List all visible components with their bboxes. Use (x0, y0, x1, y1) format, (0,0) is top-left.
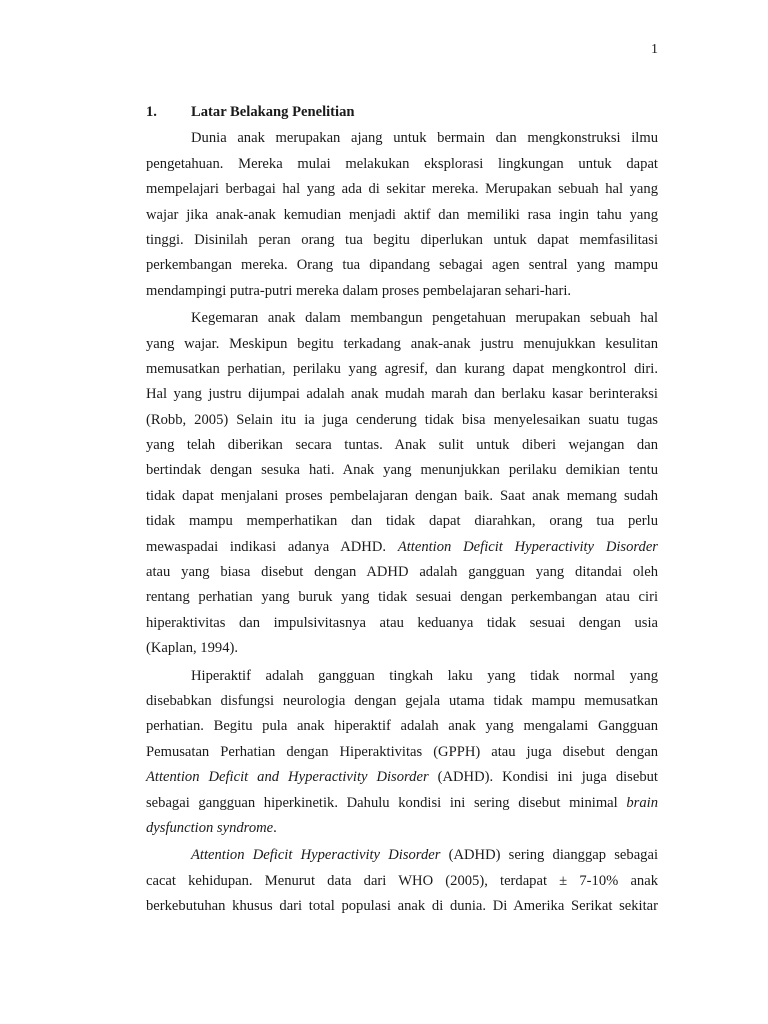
text-line (146, 177, 658, 202)
text-line (146, 509, 658, 534)
text-segment: bertindak dengan sesuka hati. Anak yang menunjukkan perilaku demikian tentu (146, 462, 658, 479)
italic-text: Attention Deficit Hyperactivity Disorder (397, 538, 658, 555)
text-segment: hiperaktivitas dan impulsivitasnya atau keduanya tidak sesuai dengan usia (146, 614, 658, 631)
text-segment: Pemusatan Perhatian dengan Hiperaktivitas (GPPH) atau juga disebut dengan (146, 743, 658, 760)
text-segment: atau yang biasa disebut dengan ADHD adalah gangguan yang ditandai oleh (146, 564, 658, 581)
text-line (146, 279, 658, 304)
text-line (146, 664, 658, 689)
text-line (146, 152, 658, 177)
section-number: 1. (146, 104, 157, 120)
paragraph (146, 843, 658, 919)
text-segment: mempelajari berbagai hal yang ada di sekitar mereka. Merupakan sebuah hal yang (146, 181, 658, 198)
text-segment: wajar jika anak-anak kemudian menjadi aktif dan memiliki rasa ingin tahu yang (146, 206, 658, 223)
paragraph-container (146, 126, 658, 919)
text-segment: tinggi. Disinilah peran orang tua begitu diperlukan untuk dapat memfasilitasi (146, 231, 658, 248)
italic-text: Attention Deficit and Hyperactivity Disorder (146, 769, 429, 786)
text-line (146, 636, 658, 661)
paragraph (146, 664, 658, 842)
text-segment: sebagai gangguan hiperkinetik. Dahulu kondisi ini sering disebut minimal (146, 794, 627, 811)
text-line (146, 740, 658, 765)
text-line (146, 203, 658, 228)
text-segment: mewaspadai indikasi adanya ADHD. (146, 538, 398, 555)
text-segment: cacat kehidupan. Menurut data dari WHO (2005), terdapat ± 7-10% anak (146, 872, 658, 889)
text-line (146, 585, 658, 610)
text-segment: memusatkan perhatian, perilaku yang agresif, dan kurang dapat mengkontrol diri. (146, 360, 658, 377)
text-line (146, 894, 658, 919)
text-line (146, 689, 658, 714)
text-line (146, 408, 658, 433)
section-heading (146, 100, 658, 125)
italic-text: Attention Deficit Hyperactivity Disorder (191, 847, 441, 864)
text-line (146, 816, 658, 841)
text-line (146, 765, 658, 790)
text-segment: tidak dapat menjalani proses pembelajaran dengan baik. Saat anak memang sudah (146, 487, 658, 504)
section-title: Latar Belakang Penelitian (191, 104, 355, 120)
text-line (146, 611, 658, 636)
paragraph (146, 306, 658, 661)
text-line (146, 535, 658, 560)
text-line (146, 560, 658, 585)
text-segment: (Kaplan, 1994). (146, 640, 238, 657)
text-line (146, 484, 658, 509)
italic-text: brain (626, 794, 658, 811)
text-line (146, 306, 658, 331)
text-line (146, 433, 658, 458)
page-number: 1 (651, 42, 658, 57)
text-line (146, 357, 658, 382)
text-segment: pengetahuan. Mereka mulai melakukan eksplorasi lingkungan untuk dapat (146, 155, 658, 172)
text-line (146, 382, 658, 407)
text-segment: Hal yang justru dijumpai adalah anak mudah marah dan berlaku kasar berinteraksi (146, 386, 658, 403)
text-line (146, 228, 658, 253)
text-line (146, 869, 658, 894)
text-line (146, 714, 658, 739)
text-segment: yang telah diberikan secara tuntas. Anak sulit untuk diberi wejangan dan (146, 437, 658, 454)
text-segment: Dunia anak merupakan ajang untuk bermain dan mengkonstruksi ilmu (191, 130, 658, 147)
text-segment: yang wajar. Meskipun begitu terkadang anak-anak justru menujukkan kesulitan (146, 335, 658, 352)
text-segment: tidak mampu memperhatikan dan tidak dapat diarahkan, orang tua perlu (146, 513, 658, 530)
paragraph (146, 126, 658, 304)
text-segment: Hiperaktif adalah gangguan tingkah laku yang tidak normal yang (191, 667, 658, 684)
text-line (146, 843, 658, 868)
text-segment: Kegemaran anak dalam membangun pengetahuan merupakan sebuah hal (191, 310, 658, 327)
text-segment: (ADHD). Kondisi ini juga disebut (428, 769, 658, 786)
document-body (146, 100, 658, 922)
text-line (146, 126, 658, 151)
text-line (146, 332, 658, 357)
text-segment: berkebutuhan khusus dari total populasi anak di dunia. Di Amerika Serikat sekitar (146, 898, 658, 915)
text-line (146, 791, 658, 816)
text-segment: disebabkan disfungsi neurologia dengan gejala utama tidak mampu memusatkan (146, 693, 658, 709)
text-segment: perkembangan mereka. Orang tua dipandang sebagai agen sentral yang mampu (146, 257, 658, 274)
text-segment: mendampingi putra-putri mereka dalam proses pembelajaran sehari-hari. (146, 282, 572, 299)
text-line (146, 253, 658, 278)
text-segment: rentang perhatian yang buruk yang tidak sesuai dengan perkembangan atau ciri (146, 589, 658, 606)
text-segment: . (273, 819, 277, 836)
text-line (146, 458, 658, 483)
text-segment: (Robb, 2005) Selain itu ia juga cenderung tidak bisa menyelesaikan suatu tugas (146, 411, 658, 428)
text-segment: perhatian. Begitu pula anak hiperaktif adalah anak yang mengalami Gangguan (146, 718, 658, 735)
text-segment: (ADHD) sering dianggap sebagai (440, 847, 659, 864)
italic-text: dysfunction syndrome (146, 819, 274, 836)
